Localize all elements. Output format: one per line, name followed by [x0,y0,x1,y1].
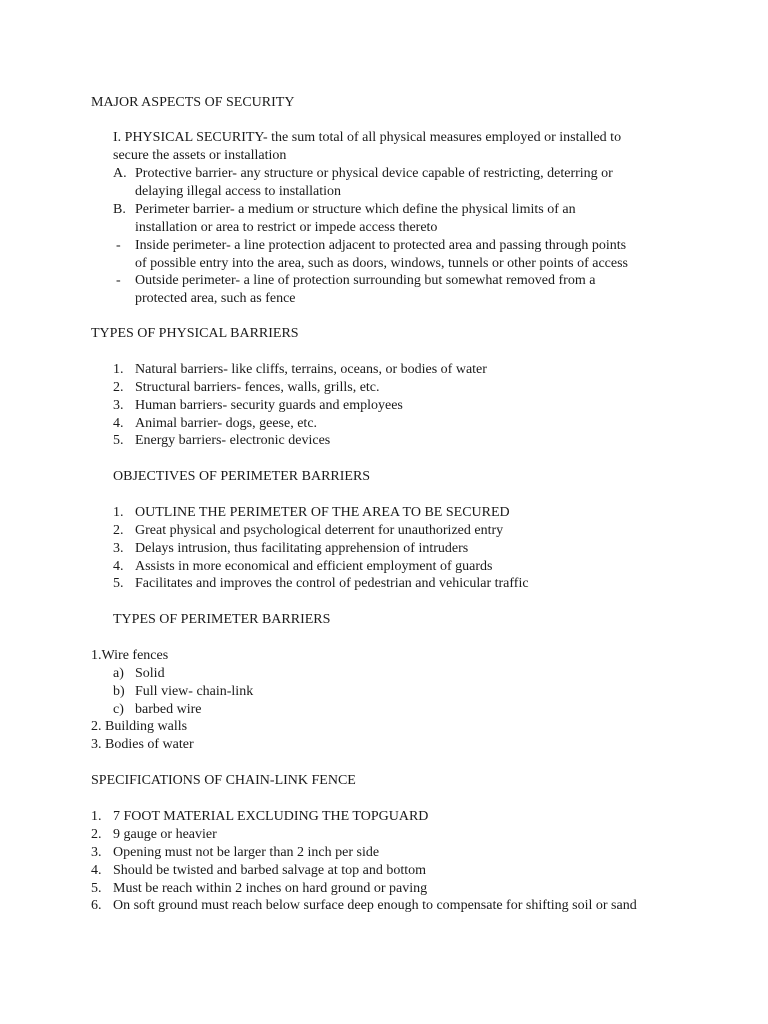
building-walls-item: 2. Building walls [91,719,188,734]
list-marker: 3. [113,398,124,413]
list-marker: 5. [91,881,102,896]
list-item: Animal barrier- dogs, geese, etc. [135,416,318,431]
list-item: Solid [135,666,165,681]
list-marker: - [116,238,121,253]
list-item-line: protected area, such as fence [135,291,296,306]
list-marker: 1. [91,809,102,824]
list-item: Human barriers- security guards and employees [135,398,403,413]
list-item: Facilitates and improves the control of pedestrian and vehicular traffic [135,576,529,591]
list-item: Full view- chain-link [135,684,254,699]
list-marker: 5. [113,576,124,591]
list-item-line: Inside perimeter- a line protection adjacent to protected area and passing through points [135,238,627,253]
list-marker: 1. [113,362,124,377]
list-item: Must be reach within 2 inches on hard ground or paving [113,881,428,896]
list-item: 7 FOOT MATERIAL EXCLUDING THE TOPGUARD [113,809,429,824]
list-marker: 2. [113,380,124,395]
list-item-line: installation or area to restrict or impede access thereto [135,220,438,235]
list-marker: 2. [91,827,102,842]
list-item: barbed wire [135,702,202,717]
document-title: MAJOR ASPECTS OF SECURITY [91,95,295,110]
list-marker: 5. [113,433,124,448]
list-marker: - [116,273,121,288]
list-item: Should be twisted and barbed salvage at top and bottom [113,863,426,878]
list-marker: B. [113,202,126,217]
bodies-of-water-item: 3. Bodies of water [91,737,194,752]
list-item-line: Protective barrier- any structure or physical device capable of restricting, deterring or [135,166,613,181]
list-marker: a) [113,666,124,681]
physical-security-heading-line2: secure the assets or installation [113,148,287,163]
list-item: OUTLINE THE PERIMETER OF THE AREA TO BE SECURED [135,505,510,520]
physical-security-heading-line1: I. PHYSICAL SECURITY- the sum total of all physical measures employed or installed to [113,130,622,145]
list-item-line: delaying illegal access to installation [135,184,342,199]
list-marker: b) [113,684,125,699]
list-marker: 3. [91,845,102,860]
wire-fences-item: 1.Wire fences [91,648,169,663]
list-marker: 1. [113,505,124,520]
list-marker: 4. [113,559,124,574]
list-marker: c) [113,702,124,717]
list-marker: 3. [113,541,124,556]
types-perimeter-heading: TYPES OF PERIMETER BARRIERS [113,612,331,627]
list-marker: 6. [91,898,102,913]
list-item: Opening must not be larger than 2 inch per side [113,845,380,860]
list-item: Delays intrusion, thus facilitating apprehension of intruders [135,541,469,556]
list-item-line: Perimeter barrier- a medium or structure which define the physical limits of an [135,202,576,217]
list-marker: 2. [113,523,124,538]
list-marker: A. [113,166,127,181]
list-item: Energy barriers- electronic devices [135,433,331,448]
list-item: Natural barriers- like cliffs, terrains, oceans, or bodies of water [135,362,487,377]
list-item: Assists in more economical and efficient employment of guards [135,559,493,574]
list-item: On soft ground must reach below surface deep enough to compensate for shifting soil or sand [113,898,637,913]
list-item: Great physical and psychological deterrent for unauthorized entry [135,523,504,538]
list-item-line: of possible entry into the area, such as doors, windows, tunnels or other points of access [135,256,629,271]
list-marker: 4. [113,416,124,431]
chain-link-specs-heading: SPECIFICATIONS OF CHAIN-LINK FENCE [91,773,356,788]
list-item: Structural barriers- fences, walls, grills, etc. [135,380,380,395]
objectives-perimeter-heading: OBJECTIVES OF PERIMETER BARRIERS [113,469,371,484]
list-item: 9 gauge or heavier [113,827,217,842]
list-marker: 4. [91,863,102,878]
list-item-line: Outside perimeter- a line of protection surrounding but somewhat removed from a [135,273,596,288]
types-physical-barriers-heading: TYPES OF PHYSICAL BARRIERS [91,326,299,341]
